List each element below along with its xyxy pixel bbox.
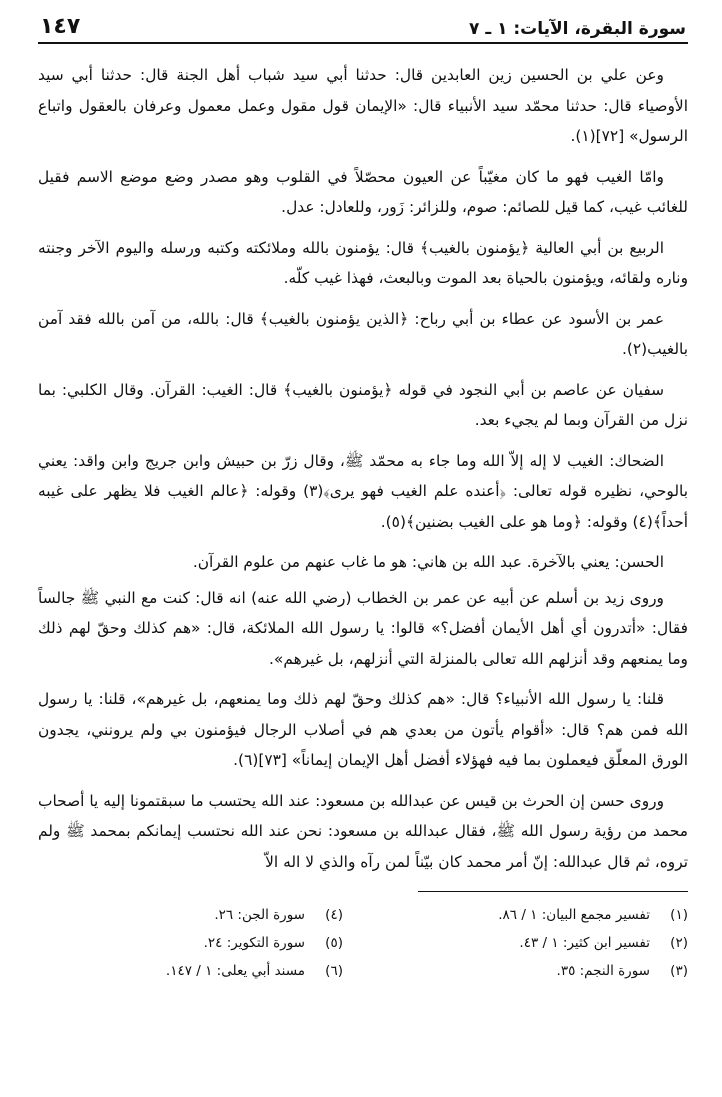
- page-number: ١٤٧: [40, 14, 81, 39]
- paragraph: سفيان عن عاصم بن أبي النجود في قوله ﴿يؤمنون بالغيب﴾ قال: الغيب: القرآن. وقال الكلبي: بما نزل من القرآن وبما لم يجيء بعد.: [38, 380, 688, 429]
- paragraph: عمر بن الأسود عن عطاء بن أبي رباح: ﴿الذين يؤمنون بالغيب﴾ قال: بالله، من آمن بالله فقد آمن بالغيب(٢).: [38, 309, 688, 358]
- footnote-item: [383, 904, 688, 926]
- paragraph: الربيع بن أبي العالية ﴿يؤمنون بالغيب﴾ قال: يؤمنون بالله وملائكته وكتبه ورسله واليوم الآخر وجنته وناره ولقائه، ويؤمنون بالحياة بعد الموت وبالبعث، فهذا غيب كلّه.: [38, 238, 688, 287]
- footnote-text: تفسير مجمع البيان: ١ / ٨٦.: [498, 907, 650, 923]
- footnote-item: [38, 904, 343, 926]
- footnote-text: سورة التكوير: ٢٤.: [203, 935, 305, 951]
- footnotes: [38, 904, 688, 982]
- paragraph: وامّا الغيب فهو ما كان مغيّباً عن العيون محصّلاً في القلوب وهو مصدر وضع موضع الاسم فقيل للغائب غيب، كما قيل للصائم: صوم، وللزائر: زَور، وللعادل: عدل.: [38, 167, 688, 216]
- footnote-text: مسند أبي يعلى: ١ / ١٤٧.: [165, 963, 305, 979]
- footnote-number: (٥): [325, 935, 343, 951]
- footnote-text: سورة النجم: ٣٥.: [556, 963, 650, 979]
- page-body: [38, 60, 688, 877]
- footnote-number: (٤): [325, 907, 343, 923]
- footnote-text: تفسير ابن كثير: ١ / ٤٣.: [519, 935, 650, 951]
- paragraph: الضحاك: الغيب لا إله إلاّ الله وما جاء به محمّد ﷺ، وقال زرّ بن حبيش وابن جريج وابن واقد: يعني بالوحي، نظيره قوله تعالى: ﴿أعنده علم الغيب فهو يرى﴾(٣) وقوله: ﴿عالم الغيب فلا يظهر على غيبه أحداً﴾(٤) وقوله: ﴿وما هو على الغيب بضنين﴾(٥).: [38, 451, 688, 531]
- footnote-divider: [418, 891, 688, 892]
- paragraph: وروى حسن إن الحرث بن قيس عن عبدالله بن مسعود: عند الله يحتسب ما سبقتمونا إليه يا أصحاب محمد من رؤية رسول الله ﷺ، فقال عبدالله بن مسعود: نحن عند الله نحتسب إيمانكم بمحمد ﷺ ولم تروه، ثم قال عبدالله: إنّ أمر محمد كان بيّناً لمن رآه والذي لا اله الاّ: [38, 791, 688, 871]
- footnote-number: (٢): [670, 935, 688, 951]
- paragraph: وعن علي بن الحسين زين العابدين قال: حدثنا أبي سيد شباب أهل الجنة قال: حدثنا أبي سيد الأوصياء قال: حدثنا محمّد سيد الأنبياء قال: «الإيمان قول مقول وعمل معمول وعرفان بالعقول واتباع الرسول» [٧٢](١).: [38, 66, 688, 145]
- paragraph: وروى زيد بن أسلم عن أبيه عن عمر بن الخطاب (رضي الله عنه) انه قال: كنت مع النبي ﷺ جالساً فقال: «أتدرون أي أهل الأيمان أفضل؟» قالوا: يا رسول الله الملائكة، قال: «هم كذلك وحقّ لهم ذلك وما يمنعهم وقد أنزلهم الله تعالى بالمنزلة التي أنزلهم، بل غيرهم».: [38, 588, 688, 668]
- footnote-number: (١): [670, 907, 688, 923]
- paragraph: الحسن: يعني بالآخرة. عبد الله بن هاني: هو ما غاب عنهم من علوم القرآن.: [192, 553, 664, 571]
- page-header: [38, 10, 688, 44]
- running-title: سورة البقرة، الآيات: ١ ـ ٧: [469, 19, 686, 39]
- footnote-number: (٣): [670, 963, 688, 979]
- paragraph: قلنا: يا رسول الله الأنبياء؟ قال: «هم كذلك وحقّ لهم ذلك وما يمنعهم، بل غيرهم»، قلنا: يا رسول الله فمن هم؟ قال: «أقوام يأتون من بعدي هم في أصلاب الرجال فيؤمنون بي ولم يرونني، يجدون الورق المعلّق فيعملون بما فيه فهؤلاء أفضل أهل الإيمان إيماناً» [٧٣](٦).: [38, 690, 688, 769]
- footnote-item: [38, 960, 343, 982]
- footnote-number: (٦): [325, 963, 343, 979]
- footnote-item: [383, 960, 688, 982]
- footnote-text: سورة الجن: ٢٦.: [214, 907, 305, 923]
- footnote-item: [38, 932, 343, 954]
- footnote-item: [383, 932, 688, 954]
